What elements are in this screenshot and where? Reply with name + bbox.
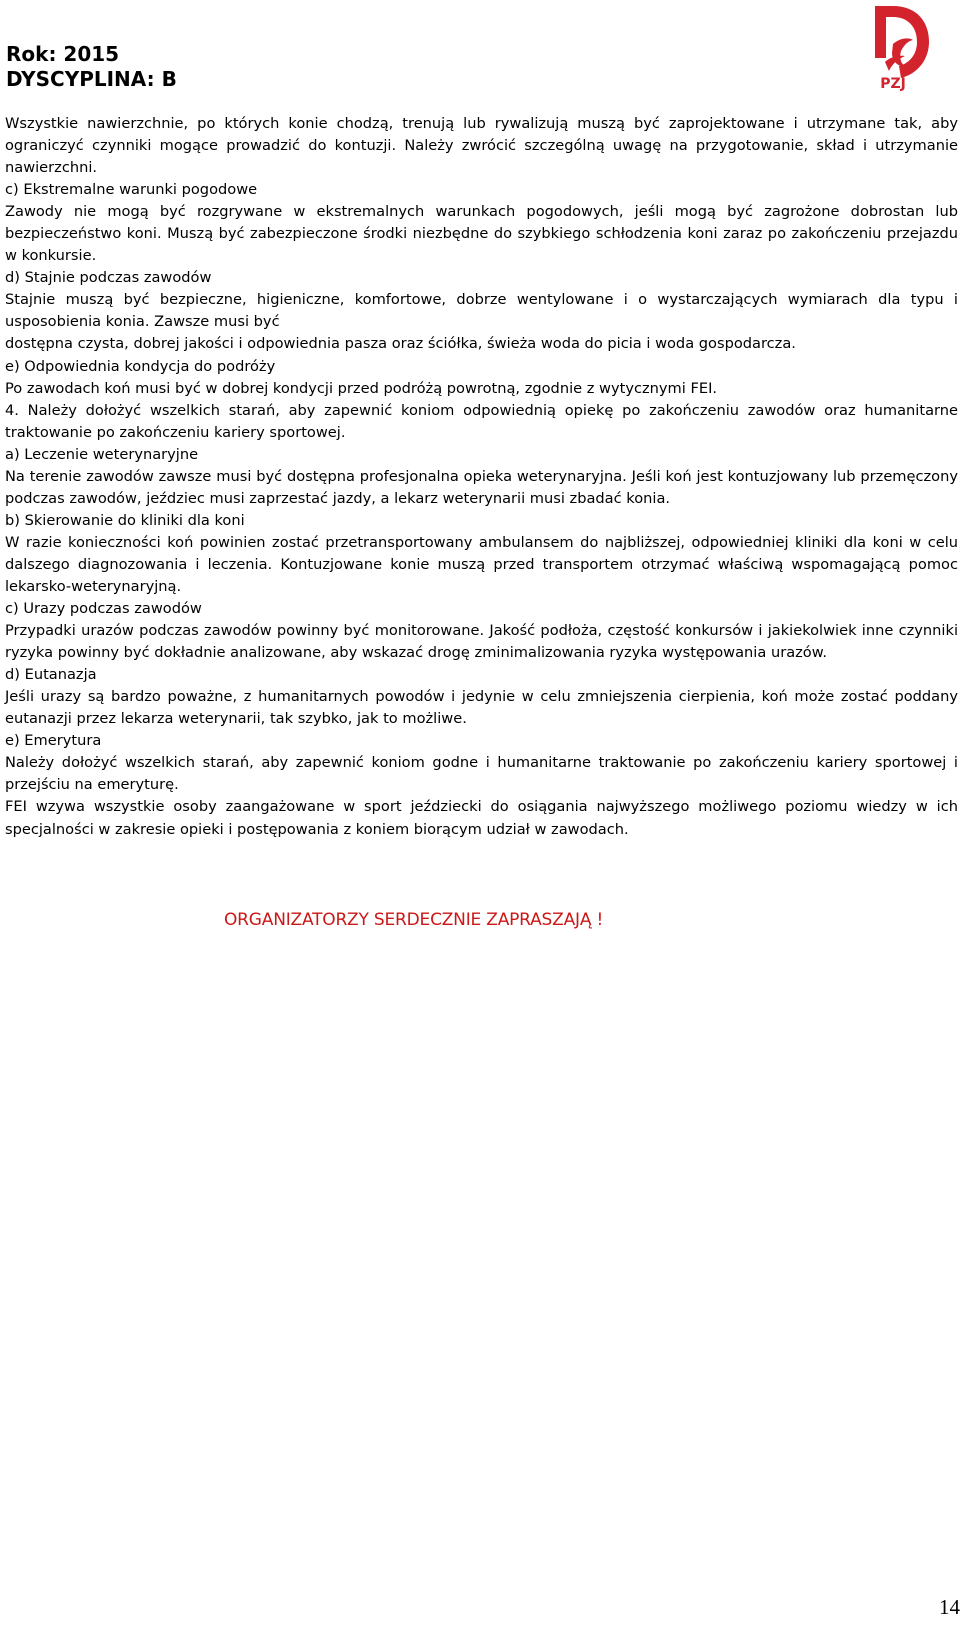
paragraph-travel-condition: Po zawodach koń musi być w dobrej kondycji przed podróżą powrotną, zgodnie z wytycznymi FEI. xyxy=(5,379,718,397)
paragraph-section-4: 4. Należy dołożyć wszelkich starań, aby zapewnić koniom odpowiednią opiekę po zakończeniu zawodów oraz humanitarne traktowanie po zakończeniu kariery sportowej. xyxy=(5,401,958,441)
paragraph-fei: FEI wzywa wszystkie osoby zaangażowane w sport jeździecki do osiągania najwyższego możliwego poziomu wiedzy w ich specjalności w zakresie opieki i postępowania z koniem biorącym udział w zawodach. xyxy=(5,798,958,838)
heading-clinic-referral: b) Skierowanie do kliniki dla koni xyxy=(5,511,245,529)
pzj-logo xyxy=(865,0,935,92)
pzj-logo-icon xyxy=(865,0,935,92)
page-header xyxy=(6,42,177,92)
paragraph-retirement: Należy dołożyć wszelkich starań, aby zapewnić koniom godne i humanitarne traktowanie po zakończeniu kariery sportowej i przejściu na emeryturę. xyxy=(5,754,958,794)
page-number: 14 xyxy=(939,1595,960,1619)
paragraph-veterinary-treatment: Na terenie zawodów zawsze musi być dostępna profesjonalna opieka weterynaryjna. Jeśli koń jest kontuzjowany lub przemęczony podczas zawodów, jeździec musi zaprzestać jazdy, a lekarz weterynarii musi zbadać konia. xyxy=(5,467,958,507)
paragraph-injuries: Przypadki urazów podczas zawodów powinny być monitorowane. Jakość podłoża, częstość konkursów i jakiekolwiek inne czynniki ryzyka powinny być dokładnie analizowane, aby wskazać drogę zminimalizowania ryzyka występowania urazów. xyxy=(5,622,958,662)
paragraph-clinic-referral: W razie konieczności koń powinien zostać przetransportowany ambulansem do najbliższej, odpowiedniej kliniki dla koni w celu dalszego diagnozowania i leczenia. Kontuzjowane konie muszą przed transportem otrzymać właściwą wspomagającą pomoc lekarsko-weterynaryjną. xyxy=(5,533,958,595)
year-line: Rok: 2015 xyxy=(6,42,120,66)
heading-extreme-weather: c) Ekstremalne warunki pogodowe xyxy=(5,181,258,199)
paragraph-surfaces: Wszystkie nawierzchnie, po których konie chodzą, trenują lub rywalizują muszą być zaprojektowane i utrzymane tak, aby ograniczyć czynniki mogące prowadzić do kontuzji. Należy zwrócić szczególną uwagę na przygotowanie, skład i utrzymanie nawierzchni. xyxy=(5,115,958,177)
paragraph-stables-feed: dostępna czysta, dobrej jakości i odpowiednia pasza oraz ściółka, świeża woda do picia i woda gospodarcza. xyxy=(5,335,796,353)
paragraph-extreme-weather: Zawody nie mogą być rozgrywane w ekstremalnych warunkach pogodowych, jeśli mogą być zagrożone dobrostan lub bezpieczeństwo koni. Muszą być zabezpieczone środki niezbędne do szybkiego schłodzenia koni zaraz po zakończeniu przejazdu w konkursie. xyxy=(5,203,958,265)
heading-travel-condition: e) Odpowiednia kondycja do podróży xyxy=(5,357,276,375)
heading-euthanasia: d) Eutanazja xyxy=(5,666,97,684)
discipline-line: DYSCYPLINA: B xyxy=(6,67,177,91)
heading-veterinary-treatment: a) Leczenie weterynaryjne xyxy=(5,445,199,463)
heading-stables: d) Stajnie podczas zawodów xyxy=(5,269,212,287)
paragraph-stables: Stajnie muszą być bezpieczne, higieniczne, komfortowe, dobrze wentylowane i o wystarczających wymiarach dla typu i usposobienia konia. Zawsze musi być xyxy=(5,291,958,331)
heading-retirement: e) Emerytura xyxy=(5,732,102,750)
heading-injuries: c) Urazy podczas zawodów xyxy=(5,600,202,618)
logo-lettering: PZJ xyxy=(880,76,906,92)
paragraph-euthanasia: Jeśli urazy są bardzo poważne, z humanitarnych powodów i jedynie w celu zmniejszenia cierpienia, koń może zostać poddany eutanazji przez lekarza weterynarii, tak szybko, jak to możliwe. xyxy=(5,688,958,728)
closing-invitation: ORGANIZATORZY SERDECZNIE ZAPRASZAJĄ ! xyxy=(224,910,604,930)
body-text xyxy=(5,113,958,841)
